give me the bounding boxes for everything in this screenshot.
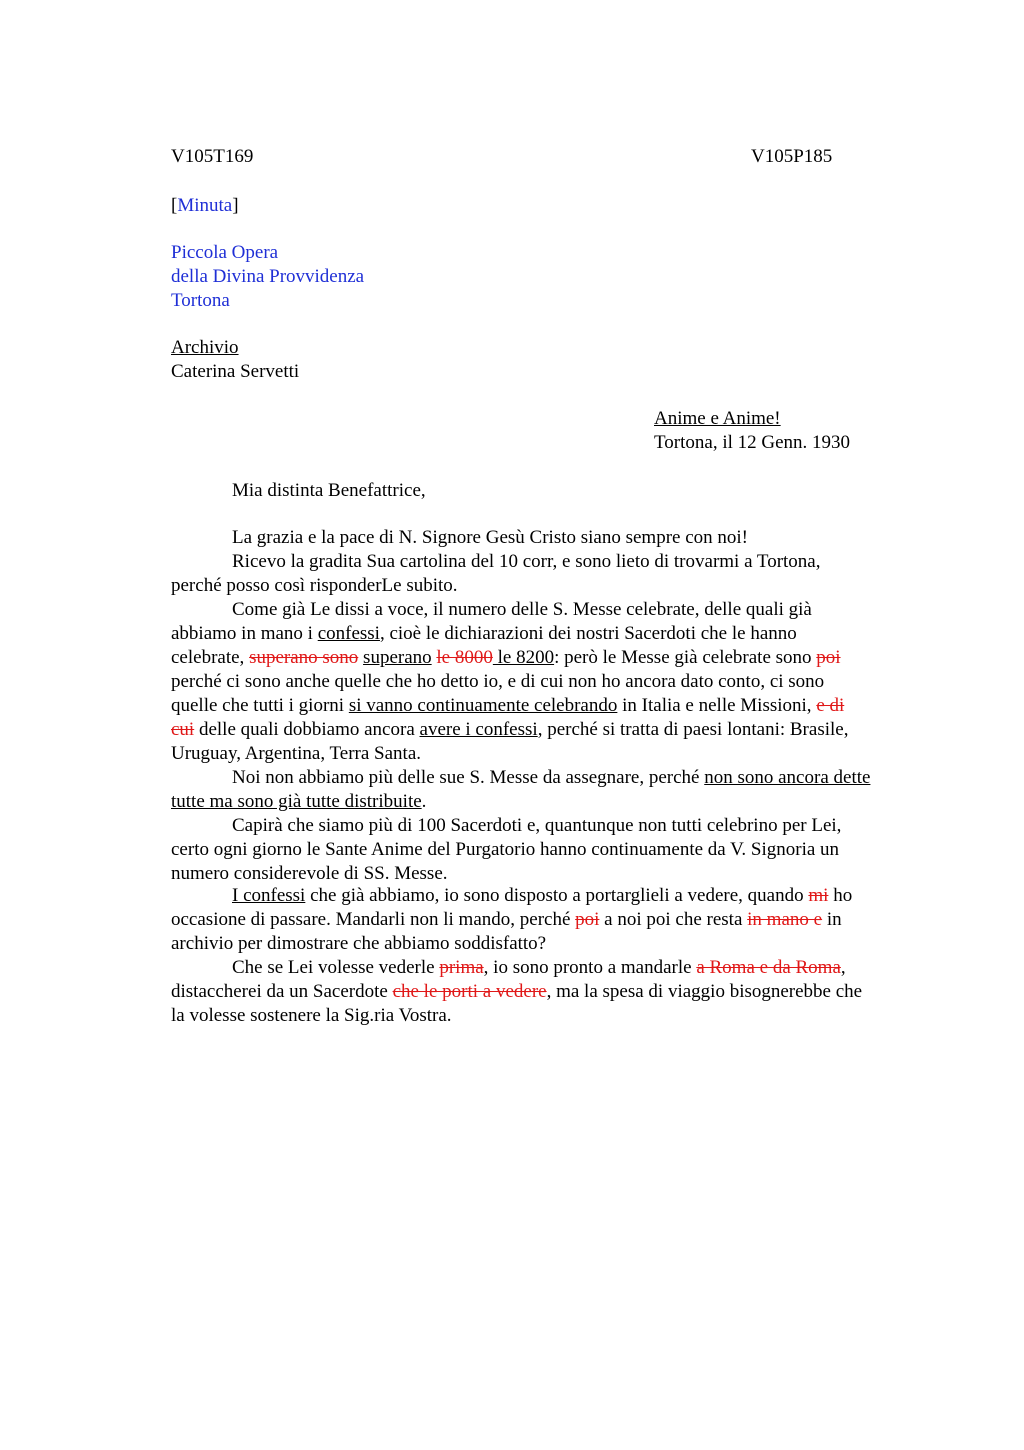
body-line: Che se Lei volesse vederle prima, io sono pronto a mandarle a Roma e da Roma, xyxy=(232,957,846,978)
body-line: perché posso così risponderLe subito. xyxy=(171,575,458,596)
body-line: I confessi che già abbiamo, io sono disposto a portarglieli a vedere, quando mi ho xyxy=(232,885,853,906)
underlined-text: superano xyxy=(363,647,432,668)
institution-line-1: Piccola Opera xyxy=(171,242,279,263)
deleted-text: in mano e xyxy=(747,909,823,930)
deleted-text: a Roma e da Roma xyxy=(696,957,841,978)
body-line: Capirà che siamo più di 100 Sacerdoti e, quantunque non tutti celebrino per Lei, xyxy=(232,815,842,836)
deleted-text: superano sono xyxy=(249,647,359,668)
deleted-text: e di xyxy=(816,695,845,716)
body-line: Come già Le dissi a voce, il numero delle S. Messe celebrate, delle quali già xyxy=(232,599,812,620)
underlined-text: non sono ancora dette xyxy=(704,767,871,788)
archive-label: Archivio xyxy=(171,337,239,358)
body-line: Uruguay, Argentina, Terra Santa. xyxy=(171,743,421,764)
underlined-text: le 8200 xyxy=(492,647,555,668)
underlined-text: confessi xyxy=(317,623,380,644)
deleted-text: le 8000 xyxy=(436,647,493,668)
archive-name: Caterina Servetti xyxy=(171,361,300,382)
body-line: certo ogni giorno le Sante Anime del Purgatorio hanno continuamente da V. Signoria un xyxy=(171,839,840,860)
deleted-text: poi xyxy=(575,909,600,930)
minuta-text: Minuta xyxy=(177,195,233,216)
body-line: celebrate, superano sono superano le 8000 le 8200: però le Messe già celebrate sono poi xyxy=(171,647,841,668)
deleted-text: mi xyxy=(808,885,829,906)
body-line: cui delle quali dobbiamo ancora avere i confessi, perché si tratta di paesi lontani: Brasile, xyxy=(171,719,849,740)
body-line: numero considerevole di SS. Messe. xyxy=(171,863,448,884)
body-line: abbiamo in mano i confessi, cioè le dichiarazioni dei nostri Sacerdoti che le hanno xyxy=(171,623,797,644)
salutation: Mia distinta Benefattrice, xyxy=(232,480,426,501)
underlined-text: si vanno continuamente celebrando xyxy=(348,695,618,716)
body-line: archivio per dimostrare che abbiamo soddisfatto? xyxy=(171,933,547,954)
body-line: perché ci sono anche quelle che ho detto io, e di cui non ho ancora dato conto, ci sono xyxy=(171,671,825,692)
minuta-close-bracket: ] xyxy=(232,195,239,216)
institution-line-2: della Divina Provvidenza xyxy=(171,266,365,287)
document-code-left: V105T169 xyxy=(171,146,254,167)
deleted-text: poi xyxy=(816,647,841,668)
document-code-right: V105P185 xyxy=(751,146,833,167)
deleted-text: prima xyxy=(439,957,484,978)
body-line: Ricevo la gradita Sua cartolina del 10 corr, e sono lieto di trovarmi a Tortona, xyxy=(232,551,821,572)
deleted-text: che le porti a vedere xyxy=(392,981,547,1002)
body-line: distaccherei da un Sacerdote che le porti a vedere, ma la spesa di viaggio bisognerebbe che xyxy=(171,981,863,1002)
place-date: Tortona, il 12 Genn. 1930 xyxy=(654,432,851,453)
underlined-text: I confessi xyxy=(232,885,306,906)
body-line: quelle che tutti i giorni si vanno continuamente celebrando in Italia e nelle Missioni, e di xyxy=(171,695,845,716)
underlined-text: avere i confessi xyxy=(419,719,538,740)
motto: Anime e Anime! xyxy=(654,408,781,429)
minuta-open-bracket: [ xyxy=(171,195,178,216)
body-line: la volesse sostenere la Sig.ria Vostra. xyxy=(171,1005,452,1026)
body-line: occasione di passare. Mandarli non li mando, perché poi a noi poi che resta in mano e in xyxy=(171,909,842,930)
body-line: Noi non abbiamo più delle sue S. Messe da assegnare, perché non sono ancora dette xyxy=(232,767,871,788)
underlined-text: tutte ma sono già tutte distribuite xyxy=(171,791,422,812)
body-line: tutte ma sono già tutte distribuite. xyxy=(171,791,427,812)
body-line: La grazia e la pace di N. Signore Gesù Cristo siano sempre con noi! xyxy=(232,527,749,548)
institution-line-3: Tortona xyxy=(171,290,230,311)
deleted-text: cui xyxy=(171,719,195,740)
minuta-label xyxy=(171,195,239,217)
